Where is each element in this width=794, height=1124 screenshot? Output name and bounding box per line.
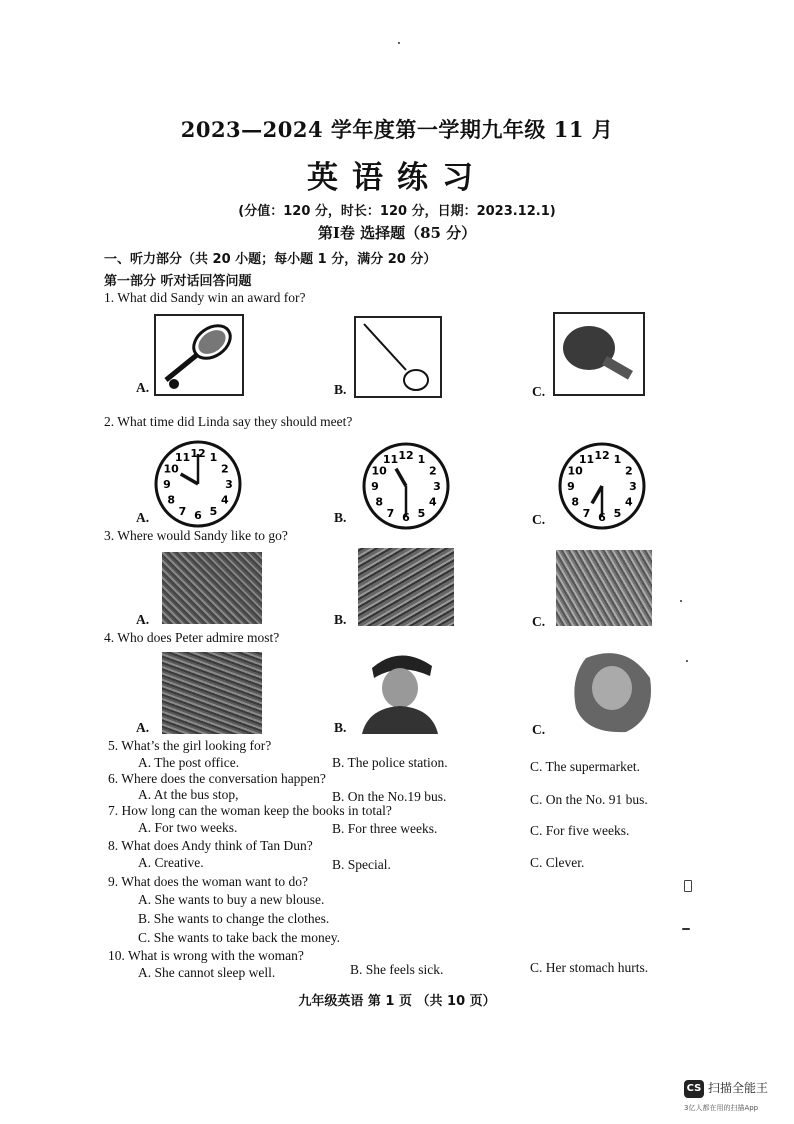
question-2-stem: 2. What time did Linda say they should meet? [104,414,353,429]
clock-number: 5 [417,506,426,520]
question-8-stem: 8. What does Andy think of Tan Dun? [108,838,313,853]
clock-number: 8 [375,495,383,509]
question-8-option-c: C. Clever. [530,855,585,870]
question-1-label-a: A. [136,380,150,395]
question-1-stem: 1. What did Sandy win an award for? [104,290,306,305]
clock-number: 12 [398,449,414,462]
question-6-stem: 6. Where does the conversation happen? [108,771,326,786]
clock-number: 5 [209,504,218,518]
question-2-label-b: B. [334,510,347,525]
clock-number: 1 [417,453,426,467]
person-a-picture [162,652,262,734]
clock-b-picture [360,440,452,532]
person-b-picture [358,648,442,734]
clock-number: 1 [209,451,218,465]
exam-meta: (分值：120 分，时长：120 分，日期：2023.12.1) [238,204,556,219]
question-5-option-c: C. The supermarket. [530,759,640,774]
clock-number: 9 [163,478,171,491]
clock-a-picture [152,438,244,530]
scan-speck [680,600,682,602]
question-4-stem: 4. Who does Peter admire most? [104,630,280,645]
question-4-label-a: A. [136,720,150,735]
clock-number: 2 [221,462,229,476]
question-9-option-a: A. She wants to buy a new blouse. [138,892,325,907]
clock-number: 6 [402,511,410,524]
clock-number: 7 [582,506,591,520]
clock-number: 9 [567,480,575,493]
question-6-option-a: A. At the bus stop, [138,787,239,802]
exam-title-line: 2023—2024 学年度第一学期九年级 11 月 [180,117,614,142]
clock-number: 3 [433,480,441,493]
scan-speck [398,42,400,44]
clock-number: 10 [163,462,179,476]
question-7-option-a: A. For two weeks. [138,820,238,835]
question-4-label-c: C. [532,722,546,737]
clock-number: 10 [371,464,387,478]
volume-heading: 第Ⅰ卷 选择题（85 分） [317,224,477,242]
scanner-app-name: 扫描全能王 [708,1081,769,1095]
clock-number: 10 [567,464,583,478]
clock-number: 12 [190,447,206,460]
clock-number: 8 [571,495,579,509]
question-6-option-c: C. On the No. 91 bus. [530,792,648,807]
scanner-logo-icon: CS [684,1080,704,1098]
question-2-label-a: A. [136,510,150,525]
question-5-option-b: B. The police station. [332,755,448,770]
page-footer: 九年级英语 第 1 页 （共 10 页） [298,994,496,1009]
question-7-option-b: B. For three weeks. [332,821,438,836]
clock-number: 4 [429,495,437,509]
scanner-tagline: 3亿人都在用的扫描App [684,1104,759,1112]
clock-number: 8 [167,493,175,507]
clock-number: 11 [578,453,595,467]
question-6-option-b: B. On the No.19 bus. [332,789,447,804]
question-10-option-b: B. She feels sick. [350,962,444,977]
scan-speck [684,880,692,892]
tennis-racket-picture [154,314,244,396]
question-10-option-a: A. She cannot sleep well. [138,965,276,980]
landmark-b-picture [358,548,454,626]
question-3-stem: 3. Where would Sandy like to go? [104,528,288,543]
clock-number: 5 [613,506,622,520]
clock-c-picture [556,440,648,532]
clock-number: 9 [371,480,379,493]
question-3-label-c: C. [532,614,546,629]
ping-pong-paddle-picture [553,312,645,396]
scan-speck [686,660,688,662]
clock-number: 3 [629,480,637,493]
landmark-c-picture [556,550,652,626]
question-9-stem: 9. What does the woman want to do? [108,874,308,889]
exam-subject: 英语练习 [307,160,487,196]
clock-number: 2 [625,464,633,478]
clock-number: 11 [174,451,191,465]
question-8-option-a: A. Creative. [138,855,204,870]
question-1-label-c: C. [532,384,546,399]
clock-number: 2 [429,464,437,478]
question-3-label-a: A. [136,612,150,627]
person-c-picture [566,648,658,734]
question-7-stem: 7. How long can the woman keep the books in total? [108,803,392,818]
clock-number: 4 [625,495,633,509]
question-4-label-b: B. [334,720,347,735]
question-5-option-a: A. The post office. [138,755,240,770]
clock-number: 1 [613,453,622,467]
landmark-a-picture [162,552,262,624]
clock-number: 7 [178,504,187,518]
question-2-label-c: C. [532,512,546,527]
question-9-option-b: B. She wants to change the clothes. [138,911,330,926]
question-3-label-b: B. [334,612,347,627]
question-9-option-c: C. She wants to take back the money. [138,930,340,945]
clock-number: 7 [386,506,395,520]
question-10-stem: 10. What is wrong with the woman? [108,948,304,963]
clock-number: 4 [221,493,229,507]
section-heading: 一、听力部分（共 20 小题；每小题 1 分，满分 20 分） [104,252,437,267]
clock-number: 12 [594,449,610,462]
scan-speck [682,928,690,930]
part-heading: 第一部分 听对话回答问题 [104,274,252,289]
clock-number: 6 [194,509,202,522]
clock-number: 11 [382,453,399,467]
clock-number: 3 [225,478,233,491]
question-10-option-c: C. Her stomach hurts. [530,960,649,975]
question-5-stem: 5. What’s the girl looking for? [108,738,272,753]
badminton-racket-picture [354,316,442,398]
question-7-option-c: C. For five weeks. [530,823,630,838]
question-8-option-b: B. Special. [332,857,391,872]
clock-number: 6 [598,511,606,524]
question-1-label-b: B. [334,382,347,397]
